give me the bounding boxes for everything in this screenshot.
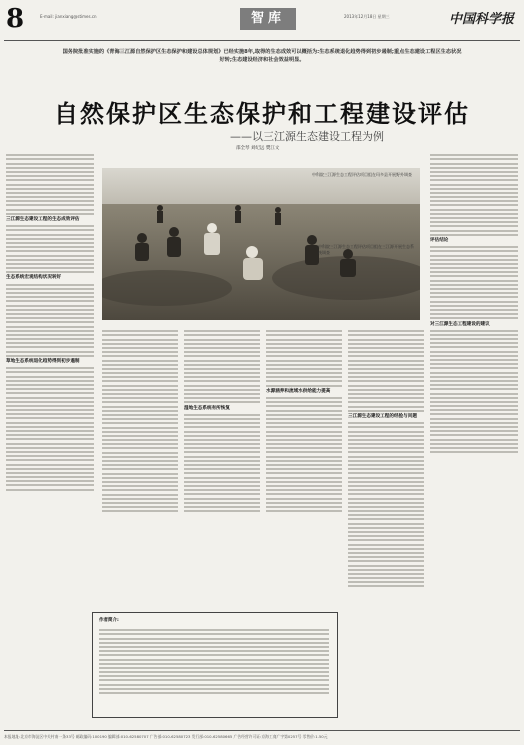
body-text (6, 154, 94, 215)
section-heading: 湿地生态系统有所恢复 (184, 405, 230, 411)
section-heading: 生态系统宏观结构状况转好 (6, 275, 62, 281)
text-column-5 (348, 328, 424, 718)
body-text (6, 367, 94, 490)
body-text (348, 330, 424, 412)
text-column-2 (102, 328, 178, 608)
section-heading: 水源涵养和流域水供给能力提高 (266, 388, 331, 394)
text-column-3 (184, 328, 260, 608)
article-title: 自然保护区生态保护和工程建设评估 (54, 100, 470, 128)
photo-caption: 中科院三江源生态工程评估项目组在三江源开展生态系统调查 (318, 244, 414, 255)
body-text (184, 330, 260, 403)
body-text (348, 422, 424, 587)
section-heading: 三江源生态建设工程的生态成效评估 (6, 217, 80, 222)
newspaper-logo: 中国科学报 (448, 12, 514, 27)
section-heading: 三江源生态建设工程的经验与问题 (348, 413, 417, 419)
photo-caption: 中科院三江源生态工程评估项目组在玛多县开展野外调查 (312, 172, 412, 177)
page-footer: 本报地址:北京市海淀区中关村南一条33号 邮政编码:100190 编辑部:010-62580707 广告部:010-62580723 发行部:010-62580665 广告经营许可证:京海工商广字第0257号 零售价:1.50元 (4, 730, 520, 740)
section-label: 智库 (240, 8, 296, 30)
section-heading: 评估结论 (430, 237, 449, 243)
text-column-1 (6, 152, 94, 722)
body-text (430, 246, 518, 319)
body-text (266, 330, 342, 386)
header-meta: E-mail: jianxiang@stimes.cn (40, 14, 97, 19)
body-text (6, 284, 94, 357)
text-column-4 (266, 328, 342, 608)
body-text (102, 330, 178, 512)
body-text (184, 414, 260, 512)
author-info-box (92, 612, 338, 718)
text-column-6 (430, 152, 518, 722)
section-heading: 草地生态系统退化趋势得到初步遏制 (6, 359, 80, 364)
article-lead: 国务院批准实施的《青海三江源自然保护区生态保护和建设总体规划》已经实施8年,取得的生态成效可以概括为:生态系统退化趋势得到初步遏制;重点生态建设工程区生态状况好转;生态建设经济和社会效益明显。 (62, 49, 462, 63)
body-text (430, 330, 518, 453)
box-text (99, 627, 329, 713)
body-text (6, 225, 94, 273)
article-subtitle: ——以三江源生态建设工程为例 (230, 130, 384, 143)
article-byline: 邵全琴 刘纪远 樊江文 (236, 146, 280, 151)
body-text (430, 154, 518, 236)
page-number: 8 (6, 4, 25, 34)
body-text (266, 397, 342, 512)
body-text (99, 629, 329, 694)
box-label: 作者简介: (99, 618, 119, 623)
section-heading: 对三江源生态工程建设的建议 (430, 321, 490, 327)
page-header (4, 4, 520, 41)
issue-date: 2013年12月18日 星期三 (344, 14, 390, 19)
